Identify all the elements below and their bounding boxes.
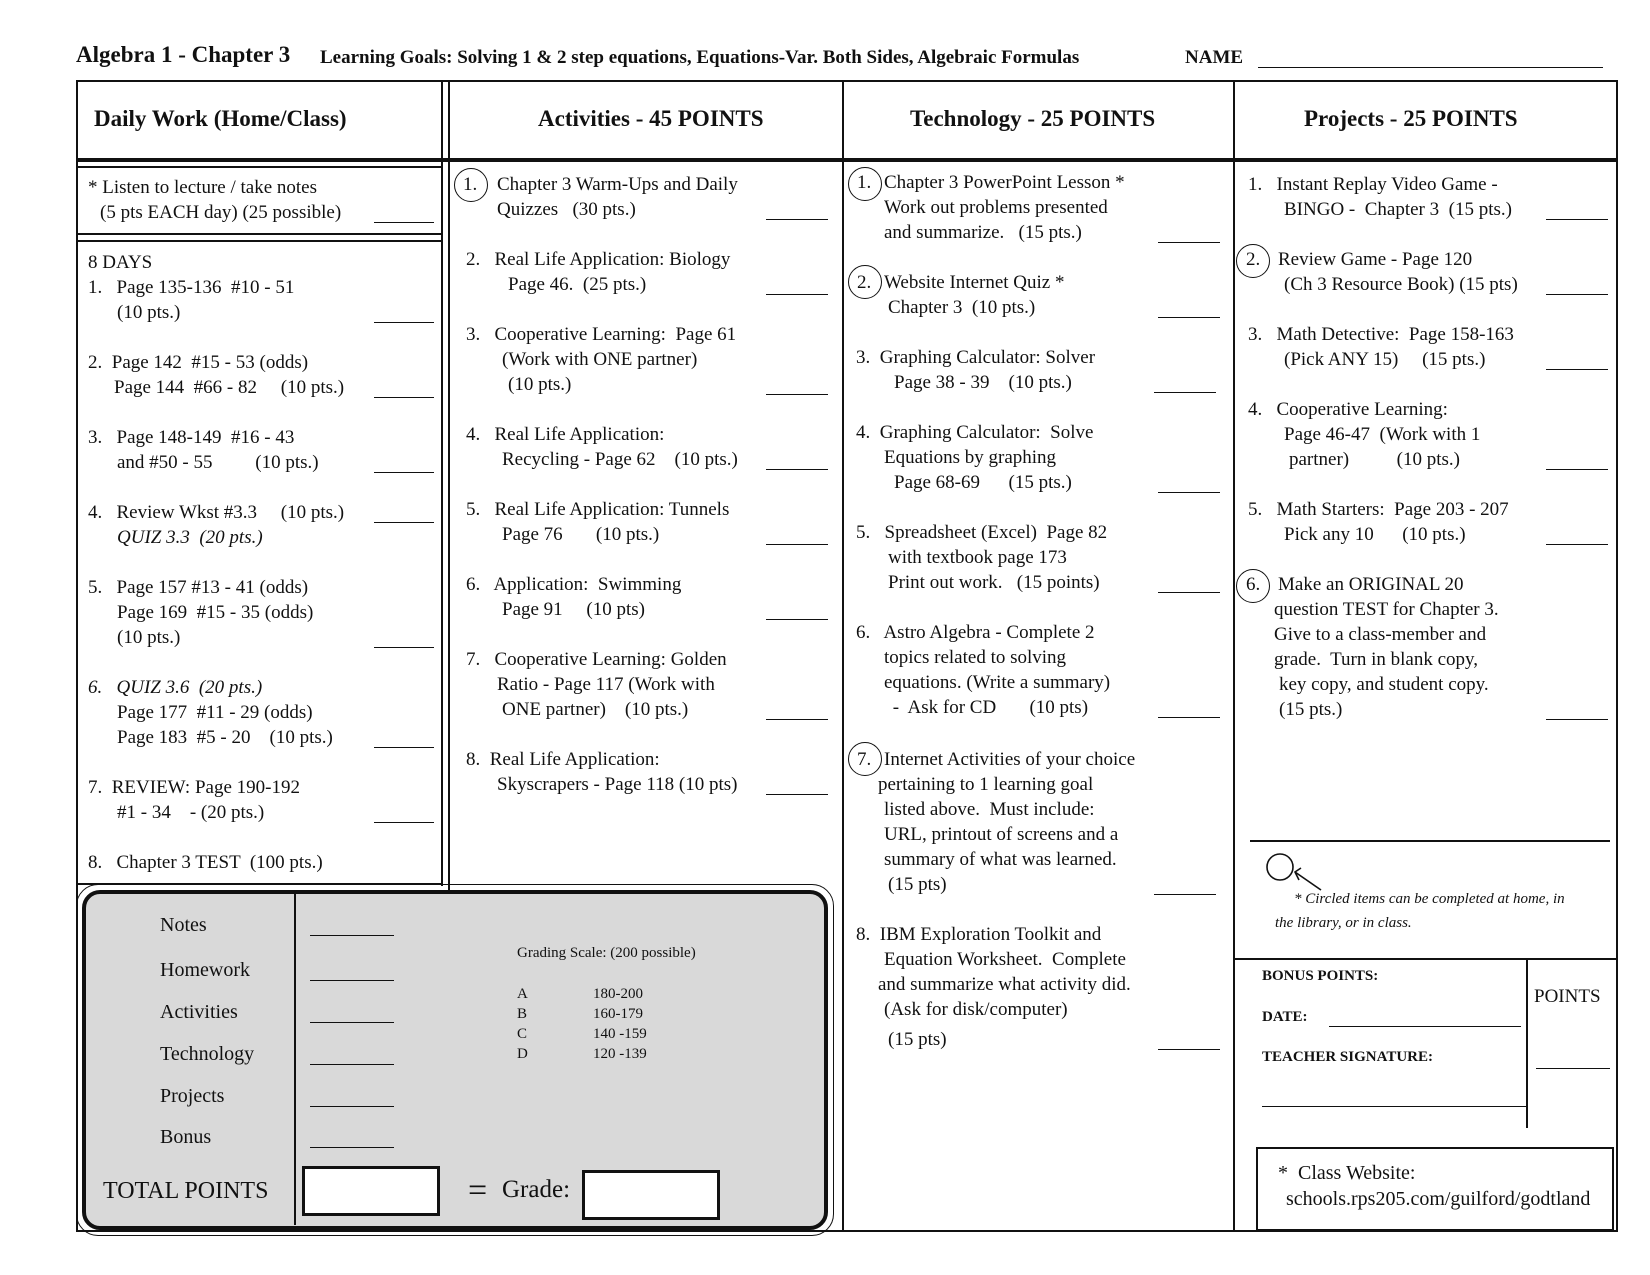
list-item: 3. Page 148-149 #16 - 43 [88,427,295,448]
list-item: Page 46-47 (Work with 1 [1284,424,1481,445]
score-blank[interactable] [1546,544,1608,545]
list-item: 6. Astro Algebra - Complete 2 [856,622,1095,643]
score-blank[interactable] [766,544,828,545]
list-item: QUIZ 3.3 (20 pts.) [117,527,263,548]
column-header-projects: Projects - 25 POINTS [1304,106,1518,131]
scale-range: 180-200 [593,986,643,1002]
list-item: (10 pts.) [117,627,181,648]
score-blank[interactable] [1158,317,1220,318]
list-number: 2. [1246,249,1261,270]
list-item: 1. Instant Replay Video Game - [1248,174,1498,195]
score-blank[interactable] [1158,717,1220,718]
score-blank[interactable] [766,294,828,295]
list-item: Page 76 (10 pts.) [502,524,660,545]
score-blank[interactable] [1546,719,1608,720]
list-item: Review Game - Page 120 [1278,249,1473,270]
page-title: Algebra 1 - Chapter 3 [76,42,291,67]
score-blank[interactable] [1546,294,1608,295]
list-item: 6. Application: Swimming [466,574,682,595]
divider [294,892,296,1225]
score-blank[interactable] [1154,392,1216,393]
notes-item: (5 pts EACH day) (25 possible) [100,202,342,223]
list-item: (Ask for disk/computer) [884,999,1068,1020]
grade-blank[interactable] [310,980,394,981]
score-blank[interactable] [1158,492,1220,493]
divider [1526,958,1528,1128]
grade-category-projects: Projects [160,1085,225,1107]
list-item: Recycling - Page 62 (10 pts.) [502,449,738,470]
teacher-signature-field[interactable] [1262,1106,1526,1107]
grade-category-bonus: Bonus [160,1126,212,1148]
list-item: Make an ORIGINAL 20 [1278,574,1464,595]
score-blank[interactable] [766,394,828,395]
list-item: Skyscrapers - Page 118 (10 pts) [497,774,738,795]
list-item: 5. Spreadsheet (Excel) Page 82 [856,522,1108,543]
score-blank[interactable] [1158,592,1220,593]
notes-item: * Listen to lecture / take notes [88,177,317,198]
score-blank[interactable] [1158,1049,1220,1050]
list-item: ONE partner) (10 pts.) [502,699,689,720]
list-item: key copy, and student copy. [1279,674,1489,695]
list-item: Equation Worksheet. Complete [884,949,1126,970]
teacher-signature-label: TEACHER SIGNATURE: [1262,1049,1433,1065]
scale-letter: D [517,1046,528,1062]
list-item: 5. Real Life Application: Tunnels [466,499,730,520]
score-blank[interactable] [766,619,828,620]
divider [842,80,844,1232]
list-item: (Work with ONE partner) [502,349,698,370]
list-number: 2. [857,272,872,293]
list-item: question TEST for Chapter 3. [1274,599,1499,620]
list-item: Page 68-69 (15 pts.) [894,472,1072,493]
list-item: #1 - 34 - (20 pts.) [117,802,265,823]
score-blank[interactable] [374,397,434,398]
column-header-daily: Daily Work (Home/Class) [94,106,347,131]
list-item: Page 169 #15 - 35 (odds) [117,602,314,623]
score-blank[interactable] [1154,894,1216,895]
list-item: 4. Review Wkst #3.3 (10 pts.) [88,502,345,523]
divider [1233,958,1618,960]
grade-blank[interactable] [310,1106,394,1107]
grade-blank[interactable] [310,935,394,936]
score-blank[interactable] [766,794,828,795]
list-item: topics related to solving [884,647,1067,668]
list-number: 1. [857,172,872,193]
grade-field[interactable] [582,1170,720,1220]
list-item: 7. REVIEW: Page 190-192 [88,777,300,798]
days-label: 8 DAYS [88,252,153,273]
list-item: Chapter 3 PowerPoint Lesson * [884,172,1125,193]
list-item: 3. Graphing Calculator: Solver [856,347,1096,368]
list-item: 8. IBM Exploration Toolkit and [856,924,1102,945]
list-item: (Ch 3 Resource Book) (15 pts) [1284,274,1518,295]
score-blank[interactable] [374,222,434,223]
name-label: NAME [1185,47,1244,68]
list-item: Give to a class-member and [1274,624,1487,645]
list-item: 1. Page 135-136 #10 - 51 [88,277,295,298]
score-blank[interactable] [374,472,434,473]
circled-items-note: the library, or in class. [1275,915,1412,931]
list-item: 4. Cooperative Learning: [1248,399,1448,420]
list-item: Quizzes (30 pts.) [497,199,636,220]
list-item: (15 pts.) [1279,699,1343,720]
list-item: Page 177 #11 - 29 (odds) [117,702,313,723]
list-item: (15 pts) [888,1029,947,1050]
points-field[interactable] [1536,1068,1610,1069]
scale-range: 120 -139 [593,1046,647,1062]
list-item: 4. Real Life Application: [466,424,665,445]
list-item: partner) (10 pts.) [1289,449,1460,470]
list-item: 6. QUIZ 3.6 (20 pts.) [88,677,263,698]
divider [76,166,442,168]
list-item: (10 pts.) [117,302,181,323]
list-item: 3. Cooperative Learning: Page 61 [466,324,737,345]
score-blank[interactable] [374,522,434,523]
list-item: equations. (Write a summary) [884,672,1111,693]
list-item: summary of what was learned. [884,849,1117,870]
total-points-label: TOTAL POINTS [103,1178,269,1204]
grade-category-activities: Activities [160,1001,238,1023]
bonus-points-label: BONUS POINTS: [1262,968,1379,984]
list-item: (15 pts) [888,874,947,895]
points-label: POINTS [1534,986,1601,1007]
class-website-url[interactable]: schools.rps205.com/guilford/godtland [1286,1188,1591,1210]
grade-blank[interactable] [310,1022,394,1023]
grading-scale-title: Grading Scale: (200 possible) [517,945,696,961]
scale-range: 140 -159 [593,1026,647,1042]
divider [1233,80,1235,1232]
list-item: 2. Real Life Application: Biology [466,249,731,270]
list-item: 8. Real Life Application: [466,749,660,770]
header-divider [76,158,1618,162]
list-item: Work out problems presented [884,197,1108,218]
score-blank[interactable] [374,822,434,823]
learning-goals: Learning Goals: Solving 1 & 2 step equations, Equations-Var. Both Sides, Algebraic Formulas [320,47,1080,68]
divider [1250,840,1610,842]
score-blank[interactable] [766,219,828,220]
score-blank[interactable] [1546,219,1608,220]
column-header-technology: Technology - 25 POINTS [910,106,1156,131]
list-item: grade. Turn in blank copy, [1274,649,1479,670]
column-header-activities: Activities - 45 POINTS [538,106,764,131]
list-number: 1. [463,174,478,195]
list-item: Page 91 (10 pts) [502,599,646,620]
list-item: Pick any 10 (10 pts.) [1284,524,1466,545]
score-blank[interactable] [766,469,828,470]
list-number: 6. [1246,574,1261,595]
date-label: DATE: [1262,1009,1308,1025]
total-points-field[interactable] [302,1166,440,1216]
class-website-label: * Class Website: [1278,1162,1416,1184]
list-item: Ratio - Page 117 (Work with [497,674,715,695]
circle-arrow-icon [1265,850,1325,892]
list-item: 3. Math Detective: Page 158-163 [1248,324,1514,345]
list-item: 8. Chapter 3 TEST (100 pts.) [88,852,323,873]
score-blank[interactable] [374,647,434,648]
score-blank[interactable] [1546,369,1608,370]
score-blank[interactable] [1158,242,1220,243]
list-item: Print out work. (15 points) [888,572,1100,593]
list-item: (Pick ANY 15) (15 pts.) [1284,349,1486,370]
scale-letter: A [517,986,528,1002]
list-item: 7. Cooperative Learning: Golden [466,649,727,670]
list-item: Website Internet Quiz * [884,272,1065,293]
score-blank[interactable] [766,719,828,720]
score-blank[interactable] [1546,469,1608,470]
score-blank[interactable] [374,322,434,323]
list-item: and summarize what activity did. [878,974,1131,995]
list-number: 7. [857,749,872,770]
list-item: URL, printout of screens and a [884,824,1119,845]
list-item: 2. Page 142 #15 - 53 (odds) [88,352,309,373]
list-item: Chapter 3 (10 pts.) [888,297,1036,318]
divider [441,80,443,886]
list-item: Page 144 #66 - 82 (10 pts.) [114,377,345,398]
grade-blank[interactable] [310,1147,394,1148]
list-item: Equations by graphing [884,447,1057,468]
divider [76,233,442,235]
grade-category-homework: Homework [160,959,250,981]
list-item: and #50 - 55 (10 pts.) [117,452,319,473]
list-item: Page 38 - 39 (10 pts.) [894,372,1072,393]
list-item: and summarize. (15 pts.) [884,222,1082,243]
date-field[interactable] [1329,1026,1521,1027]
list-item: 5. Page 157 #13 - 41 (odds) [88,577,309,598]
list-item: Chapter 3 Warm-Ups and Daily [497,174,738,195]
scale-letter: C [517,1026,528,1042]
list-item: - Ask for CD (10 pts) [888,697,1089,718]
divider [76,240,442,242]
list-item: Page 183 #5 - 20 (10 pts.) [117,727,333,748]
grade-category-notes: Notes [160,914,207,936]
equals-sign: = [468,1172,488,1209]
list-item: pertaining to 1 learning goal [878,774,1094,795]
list-item: Internet Activities of your choice [884,749,1136,770]
score-blank[interactable] [374,747,434,748]
circled-items-note: * Circled items can be completed at home, in [1294,891,1565,907]
list-item: with textbook page 173 [888,547,1067,568]
scale-range: 160-179 [593,1006,643,1022]
grade-category-technology: Technology [160,1043,255,1065]
list-item: listed above. Must include: [884,799,1095,820]
grade-label: Grade: [502,1176,571,1203]
scale-letter: B [517,1006,528,1022]
list-item: 5. Math Starters: Page 203 - 207 [1248,499,1509,520]
list-item: (10 pts.) [508,374,572,395]
list-item: 4. Graphing Calculator: Solve [856,422,1094,443]
grade-blank[interactable] [310,1064,394,1065]
list-item: BINGO - Chapter 3 (15 pts.) [1284,199,1512,220]
list-item: Page 46. (25 pts.) [508,274,647,295]
name-field[interactable] [1258,67,1603,68]
